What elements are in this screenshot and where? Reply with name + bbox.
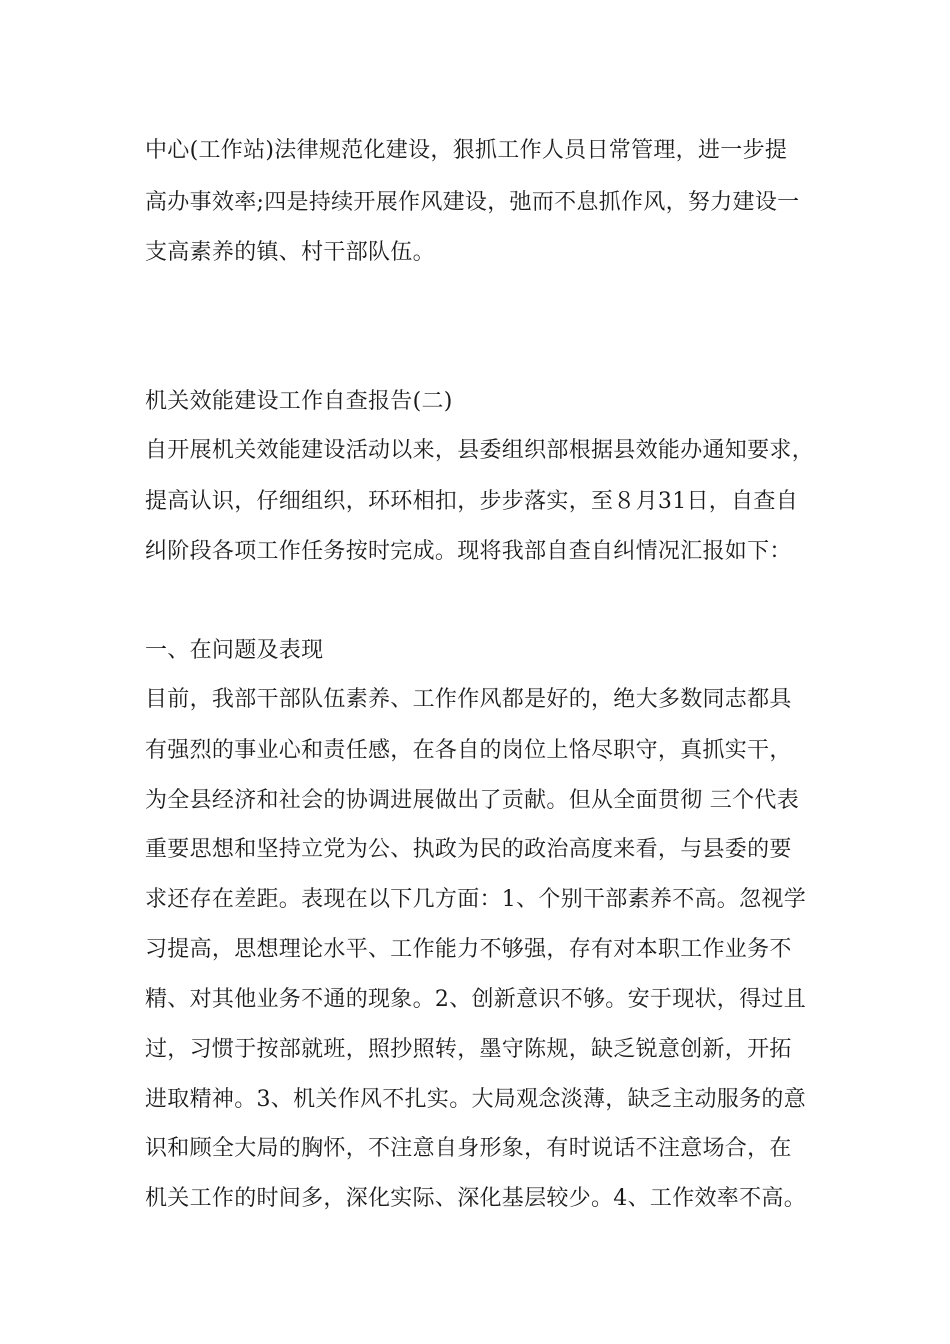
text-line: 习提高，思想理论水平、工作能力不够强，存有对本职工作业务不	[145, 937, 792, 962]
text-line: 自开展机关效能建设活动以来，县委组织部根据县效能办通知要求，	[145, 438, 815, 463]
text-line: 求还存在差距。表现在以下几方面：1、个别干部素养不高。忽视学	[145, 887, 806, 912]
text-line: 纠阶段各项工作任务按时完成。现将我部自查自纠情况汇报如下：	[145, 539, 792, 564]
text-line: 目前，我部干部队伍素养、工作作风都是好的，绝大多数同志都具	[145, 687, 792, 712]
text-line: 精、对其他业务不通的现象。2、创新意识不够。安于现状，得过且	[145, 987, 806, 1012]
section-heading: 一、在问题及表现	[145, 638, 324, 663]
text-line: 提高认识，仔细组织，环环相扣，步步落实，至８月31日，自查自	[145, 489, 798, 514]
section-title: 机关效能建设工作自查报告(二)	[145, 389, 453, 414]
text-line: 识和顾全大局的胸怀，不注意自身形象，有时说话不注意场合，在	[145, 1136, 792, 1161]
text-line: 有强烈的事业心和责任感，在各自的岗位上恪尽职守，真抓实干，	[145, 738, 792, 763]
text-line: 过，习惯于按部就班，照抄照转，墨守陈规，缺乏锐意创新，开拓	[145, 1037, 792, 1062]
text-line: 机关工作的时间多，深化实际、深化基层较少。4、工作效率不高。	[145, 1186, 806, 1211]
text-line: 为全县经济和社会的协调进展做出了贡献。但从全面贯彻 三个代表	[145, 788, 799, 813]
text-line: 中心(工作站)法律规范化建设，狠抓工作人员日常管理，进一步提	[145, 138, 788, 163]
text-line: 高办事效率;四是持续开展作风建设，弛而不息抓作风，努力建设一	[145, 190, 800, 215]
text-line: 支高素养的镇、村干部队伍。	[145, 240, 435, 265]
text-line: 进取精神。3、机关作风不扎实。大局观念淡薄，缺乏主动服务的意	[145, 1087, 806, 1112]
text-line: 重要思想和坚持立党为公、执政为民的政治高度来看，与县委的要	[145, 837, 792, 862]
